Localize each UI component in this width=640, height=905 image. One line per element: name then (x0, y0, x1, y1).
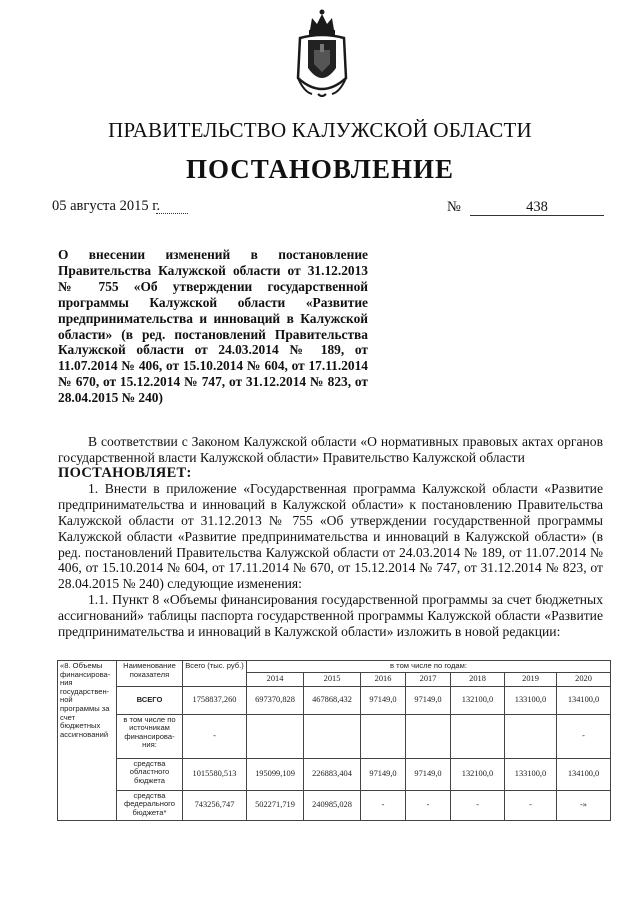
value-cell: 97149,0 (406, 758, 451, 790)
row-name-cell: средства областного бюджета (117, 758, 183, 790)
value-cell (361, 714, 406, 758)
table-row (58, 686, 611, 714)
value-cell: 226883,404 (304, 758, 361, 790)
year-header: 2019 (505, 672, 557, 686)
row-label-cell: «8. Объемы финансирова-ния государствен-ной программы за счет бюджетных ассигнований (58, 661, 117, 821)
value-cell: 132100,0 (451, 686, 505, 714)
value-cell: 97149,0 (361, 758, 406, 790)
value-cell: 133100,0 (505, 686, 557, 714)
table-row (58, 758, 611, 790)
value-cell: - (406, 790, 451, 820)
number-underline (470, 215, 604, 216)
value-cell: - (361, 790, 406, 820)
value-cell: - (505, 790, 557, 820)
value-cell: 467868,432 (304, 686, 361, 714)
value-cell: 134100,0 (557, 686, 611, 714)
row-name-cell: средства федерального бюджета* (117, 790, 183, 820)
value-cell: 132100,0 (451, 758, 505, 790)
document-number: 438 (526, 199, 548, 215)
row-name-cell: ВСЕГО (117, 686, 183, 714)
row-name-cell: в том числе по источникам финансирова-ния: (117, 714, 183, 758)
value-cell: 697370,828 (247, 686, 304, 714)
table-row (58, 714, 611, 758)
value-cell (247, 714, 304, 758)
document-body (58, 434, 603, 639)
preamble-paragraph: В соответствии с Законом Калужской области «О нормативных правовых актах органов государственной власти Калужской области» Правительство Калужской области (58, 434, 603, 465)
value-cell: 240985,028 (304, 790, 361, 820)
date-underline (156, 213, 188, 214)
header-name-cell: Наименование показателя (117, 661, 183, 687)
value-cell (304, 714, 361, 758)
value-cell: -» (557, 790, 611, 820)
value-cell: - (451, 790, 505, 820)
financing-table (57, 660, 611, 821)
year-header: 2014 (247, 672, 304, 686)
government-title: ПРАВИТЕЛЬСТВО КАЛУЖСКОЙ ОБЛАСТИ (108, 118, 532, 142)
value-cell (406, 714, 451, 758)
header-years-group: в том числе по годам: (247, 661, 611, 673)
value-cell: 97149,0 (361, 686, 406, 714)
table-row (58, 790, 611, 820)
year-header: 2016 (361, 672, 406, 686)
value-cell (505, 714, 557, 758)
row-total-cell: 743256,747 (183, 790, 247, 820)
value-cell: 502271,719 (247, 790, 304, 820)
value-cell: - (557, 714, 611, 758)
value-cell: 133100,0 (505, 758, 557, 790)
year-header: 2020 (557, 672, 611, 686)
decree-word: ПОСТАНОВЛЯЕТ: (58, 464, 192, 481)
year-header: 2017 (406, 672, 451, 686)
value-cell: 134100,0 (557, 758, 611, 790)
value-cell: 97149,0 (406, 686, 451, 714)
coat-of-arms-emblem (294, 8, 350, 100)
item-1-paragraph: 1. Внести в приложение «Государственная программа Калужской области «Развитие предпринимательства и инноваций в Калужской области» к постановлению Правительства Калужской области от 31.12.2013 № 755 «Об утверждении государственной программы Калужской области «Развитие предпринимательства и инноваций в Калужской области» (в ред. постановлений Правительства Калужской области от 24.03.2014 № 189, от 11.07.2014 № 406, от 15.10.2014 № 604, от 17.11.2014 № 670, от 15.12.2014 № 747, от 31.12.2014 № 823, от 28.04.2015 № 240) следующие изменения: (58, 481, 603, 592)
header-total-cell: Всего (тыс. руб.) (183, 661, 247, 687)
document-subject: О внесении изменений в постановление Правительства Калужской области от 31.12.2013 № 755 «Об утверждении государственной программы Калужской области «Развитие предпринимательства и инноваций в Калужской области» (в ред. постановлений Правительства Калужской области от 24.03.2014 № 189, от 11.07.2014 № 406, от 15.10.2014 № 604, от 17.11.2014 № 670, от 15.12.2014 № 747, от 31.12.2014 № 823, от 28.04.2015 № 240) (58, 247, 368, 406)
item-1-1-paragraph: 1.1. Пункт 8 «Объемы финансирования государственной программы за счет бюджетных ассигнований» таблицы паспорта государственной программы Калужской области «Развитие предпринимательства и инноваций в Калужской области» изложить в новой редакции: (58, 591, 603, 639)
year-header: 2015 (304, 672, 361, 686)
value-cell (451, 714, 505, 758)
row-total-cell: 1015580,513 (183, 758, 247, 790)
number-sign: № (447, 199, 461, 215)
document-type-title: ПОСТАНОВЛЕНИЕ (185, 154, 455, 184)
value-cell: 195099,109 (247, 758, 304, 790)
year-header: 2018 (451, 672, 505, 686)
document-date: 05 августа 2015 г. (52, 198, 161, 214)
row-total-cell: 1758837,260 (183, 686, 247, 714)
row-total-cell: - (183, 714, 247, 758)
